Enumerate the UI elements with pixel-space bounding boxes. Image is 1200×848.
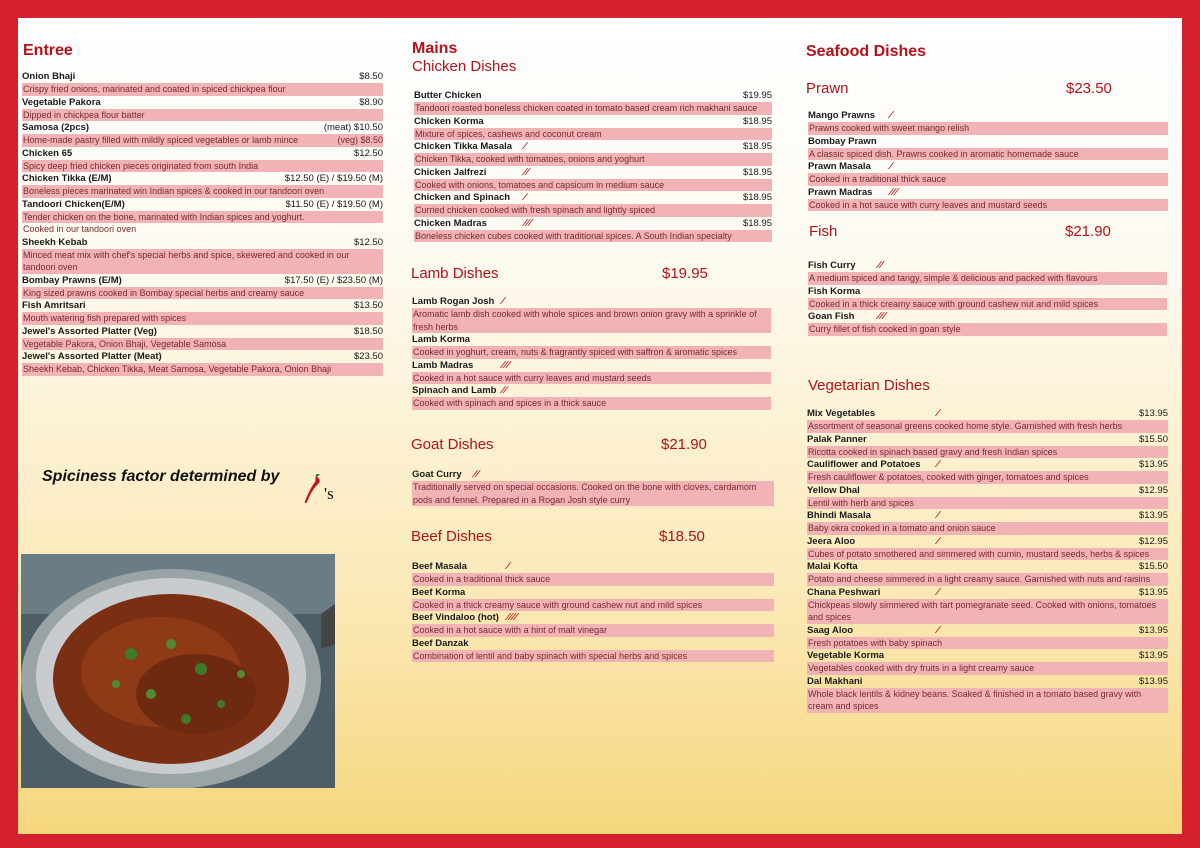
chilli-icon <box>302 474 324 506</box>
menu-item-name: Tandoori Chicken(E/M) <box>22 198 125 210</box>
menu-item-description-text: Cooked in a hot sauce with a hint of malt vinegar <box>413 625 608 635</box>
menu-item-name: Spinach and Lamb <box>412 385 497 396</box>
menu-item-name: Saag Aloo <box>807 624 854 636</box>
menu-item-name-row <box>22 147 383 160</box>
menu-item-name: Jewel's Assorted Platter (Veg) <box>22 325 157 337</box>
menu-item-description <box>807 420 1168 433</box>
menu-item-price: $13.95 <box>1138 586 1168 598</box>
menu-item-description-text: Cooked in a traditional thick sauce <box>413 574 551 584</box>
menu-item-name: Fish Amritsari <box>22 300 86 311</box>
menu-item-description <box>412 599 774 612</box>
menu-item-price: $8.90 <box>359 96 383 108</box>
chilli-rating-icon: ∕ <box>937 586 940 598</box>
menu-item-name: Bhindi Masala <box>807 510 871 521</box>
menu-item-price: $13.95 <box>1138 675 1168 687</box>
chilli-rating-icon: ∕ <box>524 192 527 203</box>
beef-dishes-title: Beef Dishes <box>411 528 492 545</box>
menu-item-description-text: Tandoori roasted boneless chicken coated in tomato based cream rich makhani sauce <box>415 103 758 113</box>
menu-item-description <box>22 185 383 198</box>
menu-item-price: $13.95 <box>1138 510 1168 521</box>
menu-item-description-text: Crispy fried onions, marinated and coated in spiced chickpea flour <box>23 84 286 94</box>
menu-item-name: Malai Kofta <box>807 561 858 572</box>
menu-item-name-row <box>412 586 774 599</box>
spiciness-note: Spiciness factor determined by <box>42 468 280 485</box>
lamb-dishes-price: $19.95 <box>662 265 708 282</box>
menu-item-alt-price: (veg) $8.50 <box>337 135 383 145</box>
menu-item-description-text: Tender chicken on the bone, marinated with Indian spices and yoghurt. <box>23 211 305 222</box>
chicken-list <box>414 89 772 242</box>
menu-item-description-text: Fresh potatoes with baby spinach <box>808 637 943 648</box>
menu-item-name: Chicken Korma <box>414 115 484 127</box>
menu-item-description-text: Curried chicken cooked with fresh spinach and lightly spiced <box>415 205 656 215</box>
menu-item-description-text: A medium spiced and tangy, simple & delicious and packed with flavours <box>809 273 1098 283</box>
menu-item-description-text: Traditionally served on special occasions. Cooked on the bone with cloves, cardamom pods and fennel. Prepared in a Rogan Josh style curry <box>413 482 757 505</box>
chilli-rating-icon: ∕ <box>890 161 893 172</box>
menu-item-description <box>22 211 383 224</box>
chilli-rating-icon: ∕∕∕∕ <box>507 612 518 623</box>
menu-item-description <box>414 153 772 166</box>
menu-item-description <box>807 573 1168 586</box>
menu-item-name-row <box>807 458 1168 471</box>
fish-title: Fish <box>809 223 838 240</box>
menu-item-name-row <box>808 186 1168 199</box>
menu-item-description-text: Sheekh Kebab, Chicken Tikka, Meat Samosa, Vegetable Pakora, Onion Bhaji <box>23 364 332 374</box>
chilli-rating-icon: ∕ <box>937 624 940 636</box>
menu-item-description <box>807 548 1168 561</box>
chilli-rating-icon: ∕ <box>937 459 940 470</box>
menu-item-name-row <box>808 109 1168 122</box>
menu-item-name-row <box>414 191 772 204</box>
menu-item-description <box>412 573 774 586</box>
menu-item-description-text: Curry fillet of fish cooked in goan style <box>809 324 961 334</box>
menu-item-name-row <box>807 535 1168 548</box>
menu-item-name-row <box>414 217 772 230</box>
menu-item-name: Chicken Tikka (E/M) <box>22 173 112 184</box>
menu-item-name-row <box>412 611 774 624</box>
menu-item-description-text: Combination of lentil and baby spinach with special herbs and spices <box>413 650 688 661</box>
lamb-list <box>412 295 771 410</box>
menu-item-name: Beef Vindaloo (hot) <box>412 612 499 623</box>
chilli-rating-icon: ∕∕∕ <box>502 359 511 371</box>
menu-item-name-row <box>807 675 1168 688</box>
menu-item-description <box>414 102 772 115</box>
chilli-rating-icon: ∕ <box>937 535 940 547</box>
curry-dish-photo <box>21 554 335 788</box>
menu-item-price: $18.95 <box>742 166 772 178</box>
chilli-rating-icon: ∕∕ <box>474 469 480 480</box>
menu-item-description <box>22 338 383 351</box>
menu-item-name: Jeera Aloo <box>807 535 856 547</box>
menu-item-name-row <box>807 560 1168 573</box>
menu-item-description <box>807 637 1168 650</box>
menu-item-name-row <box>412 384 771 397</box>
menu-item-description-text: Vegetables cooked with dry fruits in a light creamy sauce <box>808 663 1035 673</box>
menu-item-name: Prawn Madras <box>808 186 873 198</box>
menu-item-price: $18.95 <box>742 141 772 152</box>
vegetarian-list <box>807 407 1168 713</box>
beef-dishes-price: $18.50 <box>659 528 705 545</box>
menu-item-description-text: Mouth watering fish prepared with spices <box>23 313 187 323</box>
menu-item-name: Vegetable Pakora <box>22 96 101 108</box>
menu-item-price: $18.95 <box>742 115 772 127</box>
menu-item-name-row <box>22 325 383 338</box>
menu-item-price: $11.50 (E) / $19.50 (M) <box>285 198 383 210</box>
menu-item-name: Mango Prawns <box>808 110 876 121</box>
menu-item-name: Chicken and Spinach <box>414 192 511 203</box>
menu-item-description <box>412 397 771 410</box>
menu-item-description-text: Chicken Tikka, cooked with tomatoes, onions and yoghurt <box>415 154 645 164</box>
menu-item-price: $15.50 <box>1138 433 1168 445</box>
menu-item-description <box>414 179 772 192</box>
chilli-rating-icon: ∕ <box>524 141 527 152</box>
spiciness-suffix: 's <box>324 484 334 503</box>
menu-item-name: Bombay Prawns (E/M) <box>22 274 122 286</box>
menu-item-description <box>808 122 1168 135</box>
menu-item-description-text: Cooked in a traditional thick sauce <box>809 174 947 184</box>
menu-item-name: Lamb Madras <box>412 359 474 371</box>
menu-item-name: Fish Korma <box>808 285 861 297</box>
goat-dishes-price: $21.90 <box>661 436 707 453</box>
menu-item-description-text: Assortment of seasonal greens cooked home style. Garnished with fresh herbs <box>808 421 1123 431</box>
vegetarian-title: Vegetarian Dishes <box>808 377 930 394</box>
menu-item-name-row <box>22 70 383 83</box>
menu-item-description <box>412 308 771 333</box>
menu-item-description <box>808 272 1167 285</box>
menu-item-name: Chicken 65 <box>22 147 73 159</box>
menu-item-description-text: Lentil with herb and spices <box>808 497 915 508</box>
menu-item-name: Samosa (2pcs) <box>22 122 90 133</box>
chicken-dishes-title: Chicken Dishes <box>412 58 517 75</box>
chilli-rating-icon: ∕ <box>890 110 893 121</box>
menu-item-name-row <box>412 359 771 372</box>
menu-item-name: Butter Chicken <box>414 90 482 101</box>
menu-item-description <box>808 298 1167 311</box>
menu-item-description-text: Cooked with spinach and spices in a thick sauce <box>413 398 607 408</box>
menu-item-name-row <box>22 350 383 363</box>
menu-item-description <box>412 650 774 663</box>
menu-item-name-row <box>22 236 383 249</box>
menu-item-name-row <box>807 484 1168 497</box>
menu-item-description <box>808 199 1168 212</box>
menu-item-name-row <box>807 586 1168 599</box>
menu-item-name: Yellow Dhal <box>807 484 860 496</box>
menu-item-description <box>412 372 771 385</box>
chilli-rating-icon: ∕∕∕ <box>878 311 887 322</box>
menu-item-name: Beef Danzak <box>412 637 469 649</box>
menu-item-description <box>414 204 772 217</box>
chilli-rating-icon: ∕∕∕ <box>890 186 899 198</box>
chilli-rating-icon: ∕∕ <box>502 385 508 396</box>
menu-item-name-row <box>808 310 1167 323</box>
menu-item-description <box>807 688 1168 713</box>
menu-item-name-row <box>807 407 1168 420</box>
menu-item-description-text: Cooked in a thick creamy sauce with ground cashew nut and mild spices <box>413 599 703 610</box>
menu-item-name-row <box>412 468 774 481</box>
menu-item-name-row <box>412 295 771 308</box>
menu-item-description-text: Whole black lentils & kidney beans. Soaked & finished in a tomato based gravy with cream and spices <box>808 688 1142 711</box>
mains-title: Mains <box>412 40 458 57</box>
menu-item-name: Bombay Prawn <box>808 135 877 147</box>
menu-item-price: $18.95 <box>742 192 772 203</box>
menu-item-price: $17.50 (E) / $23.50 (M) <box>284 274 383 286</box>
menu-item-price: $18.95 <box>742 217 772 229</box>
menu-item-name-row <box>807 649 1168 662</box>
menu-item-price: $13.95 <box>1138 650 1168 661</box>
menu-item-description <box>22 312 383 325</box>
menu-item-description-text: Aromatic lamb dish cooked with whole spices and brown onion gravy with a sprinkle of fresh herbs <box>413 309 757 332</box>
goat-list <box>412 468 774 506</box>
menu-item-description <box>808 323 1167 336</box>
menu-item-price: $12.95 <box>1138 535 1168 547</box>
menu-item-description <box>807 497 1168 510</box>
menu-item-description <box>807 446 1168 459</box>
menu-item-description-text: Fresh cauliflower & potatoes, cooked with ginger, tomatoes and spices <box>808 472 1089 482</box>
lamb-dishes-title: Lamb Dishes <box>411 265 499 282</box>
menu-item-name: Prawn Masala <box>808 161 871 172</box>
menu-item-description-text: Home-made pastry filled with mildly spiced vegetables or lamb mince <box>23 135 299 145</box>
prawn-price: $23.50 <box>1066 80 1112 97</box>
menu-item-name-row <box>414 115 772 128</box>
menu-item-name-row <box>22 121 383 134</box>
menu-item-description <box>414 128 772 141</box>
menu-item-name: Cauliflower and Potatoes <box>807 459 921 470</box>
chilli-rating-icon: ∕∕∕ <box>524 217 533 229</box>
menu-item-description <box>22 83 383 96</box>
menu-item-price: $13.95 <box>1138 624 1168 636</box>
menu-item-extra-text: Cooked in our tandoori oven <box>23 224 137 234</box>
beef-list <box>412 560 774 662</box>
menu-item-price: $8.50 <box>359 71 383 82</box>
fish-price: $21.90 <box>1065 223 1111 240</box>
menu-item-name-row <box>808 135 1168 148</box>
menu-item-description-text: Mixture of spices, cashews and coconut cream <box>415 128 602 139</box>
menu-item-description <box>808 148 1168 161</box>
menu-item-name: Dal Makhani <box>807 675 863 687</box>
menu-item-description <box>412 624 774 637</box>
menu-item-description <box>412 346 771 359</box>
menu-item-description <box>808 173 1168 186</box>
menu-item-description-text: Minced meat mix with chef's special herbs and spice, skewered and cooked in our tandoori oven <box>23 249 350 272</box>
menu-item-name: Chicken Jalfrezi <box>414 166 487 178</box>
menu-item-description <box>22 160 383 173</box>
menu-item-name-row <box>807 509 1168 522</box>
menu-item-price: $18.50 <box>353 325 383 337</box>
menu-item-description-text: Chickpeas slowly simmered with tart pomegranate seed. Cooked with onions, tomatoes and spices <box>808 599 1157 622</box>
menu-item-description <box>22 287 383 300</box>
chilli-rating-icon: ∕∕ <box>878 260 884 271</box>
menu-item-price: $15.50 <box>1138 561 1168 572</box>
chilli-rating-icon: ∕ <box>502 296 505 307</box>
menu-item-name-row <box>22 198 383 211</box>
menu-item-name: Chicken Madras <box>414 217 487 229</box>
menu-item-description-text: King sized prawns cooked in Bombay special herbs and creamy sauce <box>23 287 305 298</box>
menu-item-description <box>22 249 383 274</box>
goat-dishes-title: Goat Dishes <box>411 436 494 453</box>
menu-item-description-text: Cubes of potato smothered and simmered with cumin, mustard seeds, herbs & spices <box>808 548 1150 559</box>
prawn-list <box>808 109 1168 211</box>
menu-item-name: Vegetable Korma <box>807 650 885 661</box>
menu-item-name: Fish Curry <box>808 260 856 271</box>
menu-item-name: Chicken Tikka Masala <box>414 141 513 152</box>
menu-item-description-text: Cooked in a hot sauce with curry leaves and mustard seeds <box>809 199 1048 210</box>
menu-item-name: Onion Bhaji <box>22 71 76 82</box>
menu-item-name-row <box>412 637 774 650</box>
prawn-title: Prawn <box>806 80 849 97</box>
menu-item-price: $13.95 <box>1138 459 1168 470</box>
menu-item-name-row <box>808 285 1167 298</box>
menu-item-price: $12.50 <box>353 236 383 248</box>
menu-item-name: Lamb Korma <box>412 334 471 345</box>
menu-item-name: Goan Fish <box>808 311 855 322</box>
menu-item-name: Mix Vegetables <box>807 408 876 419</box>
menu-item-name: Beef Korma <box>412 586 466 598</box>
menu-item-name: Sheekh Kebab <box>22 236 88 248</box>
menu-item-description-text: Cooked with onions, tomatoes and capsicum in medium sauce <box>415 179 665 190</box>
menu-item-name: Goat Curry <box>412 469 462 480</box>
chilli-rating-icon: ∕ <box>937 510 940 521</box>
fish-list <box>808 259 1167 336</box>
menu-item-description <box>807 599 1168 624</box>
menu-item-price: $13.50 <box>353 300 383 311</box>
chilli-rating-icon: ∕ <box>937 408 940 419</box>
menu-item-description <box>412 481 774 506</box>
menu-item-name-row <box>808 160 1168 173</box>
chilli-rating-icon: ∕∕ <box>524 166 530 178</box>
menu-item-name-row <box>808 259 1167 272</box>
menu-item-name-row <box>414 166 772 179</box>
menu-item-description-text: Cooked in a hot sauce with curry leaves and mustard seeds <box>413 372 652 383</box>
menu-item-name-row <box>22 274 383 287</box>
menu-item-description <box>22 134 383 147</box>
menu-item-description <box>22 363 383 376</box>
menu-item-description-text: Vegetable Pakora, Onion Bhaji, Vegetable Samosa <box>23 338 227 349</box>
menu-item-name: Chana Peshwari <box>807 586 881 598</box>
menu-item-description-text: Ricotta cooked in spinach based gravy and fresh Indian spices <box>808 446 1058 457</box>
menu-item-name: Jewel's Assorted Platter (Meat) <box>22 351 162 362</box>
seafood-title: Seafood Dishes <box>806 43 927 60</box>
menu-item-name: Palak Panner <box>807 433 867 445</box>
menu-item-name-row <box>412 333 771 346</box>
menu-item-description-text: Dipped in chickpea flour batter <box>23 109 145 120</box>
menu-item-description-text: Boneless pieces marinated win Indian spices & cooked in our tandoori oven <box>23 186 325 196</box>
menu-item-price: $12.50 (E) / $19.50 (M) <box>284 173 383 184</box>
menu-item-description <box>807 662 1168 675</box>
menu-item-price: (meat) $10.50 <box>323 122 383 133</box>
menu-item-name-row <box>414 140 772 153</box>
menu-item-description <box>807 522 1168 535</box>
entree-title: Entree <box>23 42 73 59</box>
menu-item-price: $23.50 <box>353 351 383 362</box>
menu-item-price: $19.95 <box>742 90 772 101</box>
menu-item-description-text: Cooked in a thick creamy sauce with ground cashew nut and mild spices <box>809 298 1099 309</box>
menu-item-description <box>807 471 1168 484</box>
menu-item-name-row <box>807 433 1168 446</box>
menu-item-name-row <box>22 172 383 185</box>
menu-item-description <box>22 109 383 122</box>
menu-item-price: $13.95 <box>1138 408 1168 419</box>
menu-item-price: $12.50 <box>353 147 383 159</box>
menu-item-description-text: A classic spiced dish. Prawns cooked in aromatic homemade sauce <box>809 148 1079 159</box>
menu-item-description-text: Spicy deep fried chicken pieces originated from south India <box>23 160 259 171</box>
entree-list <box>22 70 383 376</box>
menu-item-name-row <box>414 89 772 102</box>
menu-item-description-text: Prawns cooked with sweet mango relish <box>809 123 970 133</box>
menu-item-name: Beef Masala <box>412 561 467 572</box>
menu-item-name-row <box>412 560 774 573</box>
menu-item-price: $12.95 <box>1138 484 1168 496</box>
menu-item-name-row <box>22 96 383 109</box>
menu-item-description-text: Cooked in yoghurt, cream, nuts & fragrantly spiced with saffron & aromatic spices <box>413 347 737 357</box>
menu-item-description-text: Potato and cheese simmered in a light creamy sauce. Garnished with nuts and raisins <box>808 574 1151 584</box>
menu-item-name-row <box>807 624 1168 637</box>
menu-item-name: Lamb Rogan Josh <box>412 296 495 307</box>
menu-item-description-text: Baby okra cooked in a tomato and onion sauce <box>808 523 996 533</box>
menu-item-description-text: Boneless chicken cubes cooked with traditional spices. A South Indian specialty <box>415 230 732 241</box>
menu-item-description <box>414 230 772 243</box>
menu-item-name-row <box>22 299 383 312</box>
chilli-rating-icon: ∕ <box>507 561 510 572</box>
